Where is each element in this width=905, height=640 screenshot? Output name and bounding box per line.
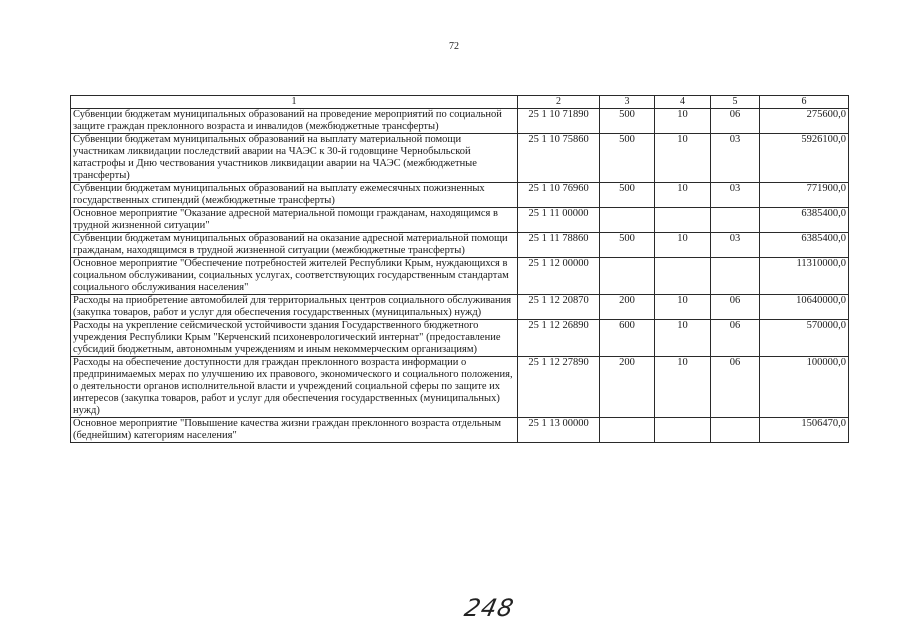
row-col4: 10 [655,183,711,208]
row-col5: 03 [711,233,760,258]
table-row [71,109,849,134]
row-col4 [655,418,711,443]
row-code: 25 1 13 00000 [518,418,600,443]
table-row [71,418,849,443]
handwritten-page-mark: 248 [462,594,517,622]
table-row [71,357,849,418]
row-description: Субвенции бюджетам муниципальных образований на выплату ежемесячных пожизненных государственных стипендий (межбюджетные трансферты) [71,183,518,208]
row-description: Расходы на приобретение автомобилей для территориальных центров социального обслуживания (закупка товаров, работ и услуг для обеспечения государственных (муниципальных) нужд) [71,295,518,320]
row-description: Основное мероприятие "Обеспечение потребностей жителей Республики Крым, нуждающихся в социальном обслуживании, социальных услугах, соответствующих государственным стандартам социального обслуживания населения" [71,258,518,295]
row-col4: 10 [655,134,711,183]
column-header: 4 [655,96,711,109]
table-row [71,134,849,183]
row-code: 25 1 12 27890 [518,357,600,418]
row-col4 [655,258,711,295]
row-amount: 771900,0 [760,183,849,208]
row-col5: 03 [711,134,760,183]
row-col3 [600,258,655,295]
row-col3: 600 [600,320,655,357]
row-description: Расходы на укрепление сейсмической устойчивости здания Государственного бюджетного учреждения Республики Крым "Керченский психоневрологический интернат" (предоставление субсидий бюджетным, автономным учреждениям и иным некоммерческим организациям) [71,320,518,357]
column-header: 1 [71,96,518,109]
column-header: 3 [600,96,655,109]
row-col5: 06 [711,295,760,320]
row-amount: 100000,0 [760,357,849,418]
row-col5 [711,418,760,443]
table-row [71,295,849,320]
row-description: Субвенции бюджетам муниципальных образований на выплату материальной помощи участникам ликвидации последствий аварии на ЧАЭС к 30-й годовщине Чернобыльской катастрофы и Дню чествования участников ликвидации аварии на ЧАЭС (межбюджетные трансферты) [71,134,518,183]
row-col4: 10 [655,233,711,258]
row-description: Основное мероприятие "Повышение качества жизни граждан преклонного возраста отдельным (беднейшим) категориям населения" [71,418,518,443]
row-amount: 5926100,0 [760,134,849,183]
row-col3: 500 [600,233,655,258]
row-amount: 6385400,0 [760,233,849,258]
row-col4: 10 [655,295,711,320]
row-code: 25 1 10 75860 [518,134,600,183]
row-col3: 500 [600,183,655,208]
row-code: 25 1 12 20870 [518,295,600,320]
row-description: Субвенции бюджетам муниципальных образований на оказание адресной материальной помощи гражданам, находящимся в трудной жизненной ситуации (межбюджетные трансферты) [71,233,518,258]
row-description: Субвенции бюджетам муниципальных образований на проведение мероприятий по социальной защите граждан преклонного возраста и инвалидов (межбюджетные трансферты) [71,109,518,134]
row-col3: 500 [600,109,655,134]
row-amount: 6385400,0 [760,208,849,233]
row-col5 [711,258,760,295]
row-col3 [600,418,655,443]
row-code: 25 1 10 76960 [518,183,600,208]
row-col3: 200 [600,295,655,320]
budget-table [70,95,849,443]
row-code: 25 1 11 00000 [518,208,600,233]
row-code: 25 1 12 26890 [518,320,600,357]
row-col4: 10 [655,109,711,134]
row-col5: 06 [711,357,760,418]
row-col5 [711,208,760,233]
row-col5: 06 [711,320,760,357]
table-header-row [71,96,849,109]
row-col3 [600,208,655,233]
row-col5: 03 [711,183,760,208]
column-header: 2 [518,96,600,109]
row-col4: 10 [655,320,711,357]
page-number: 72 [449,41,459,52]
row-description: Расходы на обеспечение доступности для граждан преклонного возраста информации о предпринимаемых мерах по улучшению их правового, экономического и социального положения, о деятельности органов исполнительной власти и учреждений социальной сферы по защите их интересов (закупка товаров, работ и услуг для обеспечения государственных (муниципальных) нужд) [71,357,518,418]
row-code: 25 1 12 00000 [518,258,600,295]
row-code: 25 1 11 78860 [518,233,600,258]
row-col4: 10 [655,357,711,418]
row-amount: 570000,0 [760,320,849,357]
row-description: Основное мероприятие "Оказание адресной материальной помощи гражданам, находящимся в трудной жизненной ситуации" [71,208,518,233]
column-header: 5 [711,96,760,109]
table-row [71,258,849,295]
row-code: 25 1 10 71890 [518,109,600,134]
row-amount: 1506470,0 [760,418,849,443]
row-col5: 06 [711,109,760,134]
row-col4 [655,208,711,233]
row-amount: 11310000,0 [760,258,849,295]
row-amount: 275600,0 [760,109,849,134]
column-header: 6 [760,96,849,109]
row-col3: 500 [600,134,655,183]
row-col3: 200 [600,357,655,418]
table-row [71,320,849,357]
table-row [71,208,849,233]
table-row [71,183,849,208]
table-row [71,233,849,258]
row-amount: 10640000,0 [760,295,849,320]
